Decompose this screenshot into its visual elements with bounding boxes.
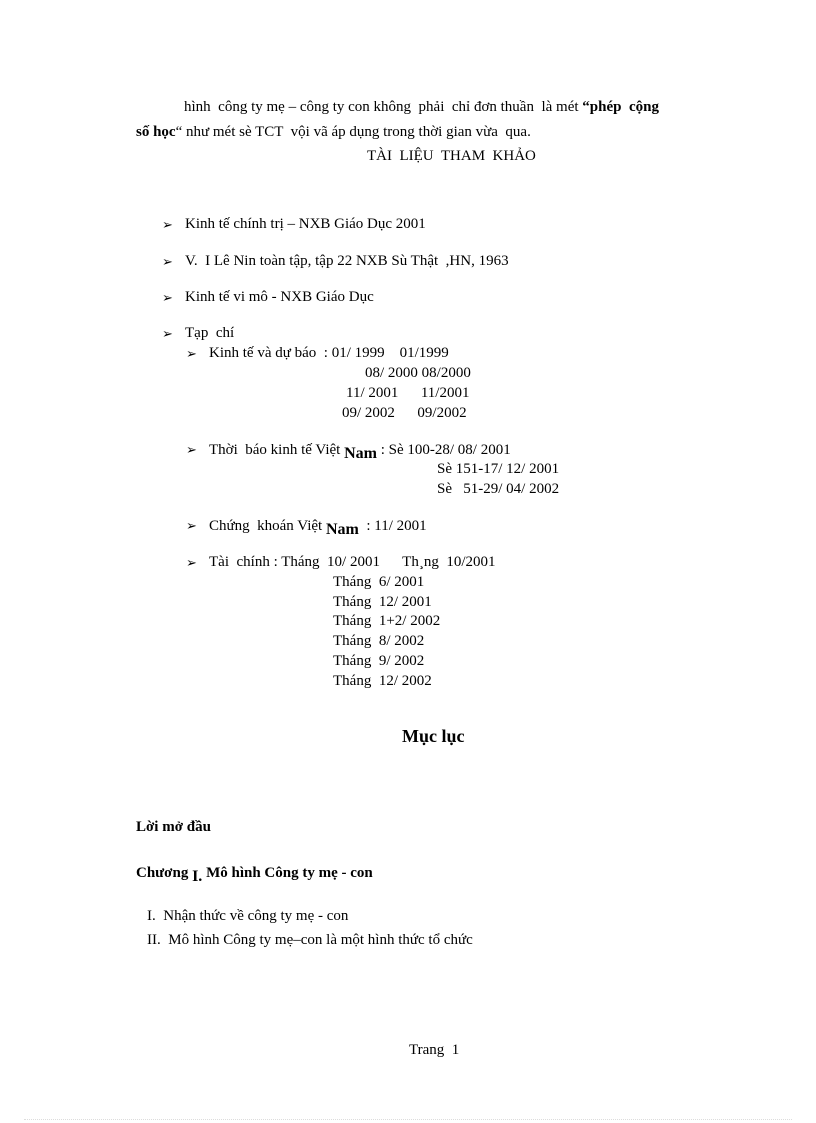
toc-heading: Mục lục	[402, 726, 465, 746]
journal-thoibao-pre: Thời báo kinh tế Việt	[209, 442, 345, 458]
toc-preface: Lời mở đầu	[136, 819, 211, 835]
toc-section: I. Nhận thức về công ty mẹ - con	[147, 908, 349, 924]
toc-chapter	[136, 863, 373, 883]
journal-taichinh-issue: Tháng 9/ 2002	[333, 653, 425, 669]
journal-taichinh-issue: Tháng 8/ 2002	[333, 633, 425, 649]
arrow-bullet-icon: ➢	[186, 442, 197, 457]
journal-thoibao-issue: Sè 51-29/ 04/ 2002	[437, 481, 560, 497]
intro-bold-2: số học	[136, 124, 176, 140]
arrow-bullet-icon: ➢	[186, 346, 197, 361]
journal-chungkhoan-post: : 11/ 2001	[358, 518, 427, 534]
journal-chungkhoan-big: Nam	[325, 521, 359, 538]
intro-text-2: “ như mét sè TCT vội vã áp dụng trong thời gian vừa qua.	[175, 124, 531, 140]
intro-line-2	[136, 123, 531, 142]
toc-chapter-title: Mô hình Công ty mẹ - con	[202, 865, 373, 881]
intro-text-1: hình công ty mẹ – công ty con không phải chỉ đơn thuần là mét	[184, 99, 583, 115]
journal-taichinh-label: Tài chính : Tháng 10/ 2001 Th¸ng 10/2001	[209, 554, 496, 570]
reference-item: V. I Lê Nin toàn tập, tập 22 NXB Sù Thật ,HN, 1963	[185, 253, 509, 269]
toc-section: II. Mô hình Công ty mẹ–con là một hình thức tổ chức	[147, 932, 473, 948]
arrow-bullet-icon: ➢	[186, 555, 197, 570]
journal-thoibao-issue: Sè 151-17/ 12/ 2001	[437, 461, 560, 477]
arrow-bullet-icon: ➢	[162, 217, 173, 232]
reference-item: Kinh tế vi mô - NXB Giáo Dục	[185, 289, 374, 305]
journal-thoibao-big: Nam	[344, 445, 377, 462]
journal-thoibao-label	[209, 440, 511, 460]
journal-taichinh-issue: Tháng 1+2/ 2002	[333, 613, 441, 629]
arrow-bullet-icon: ➢	[162, 254, 173, 269]
references-heading: TÀI LIỆU THAM KHẢO	[367, 148, 536, 164]
reference-item: Tạp chí	[185, 325, 235, 341]
arrow-bullet-icon: ➢	[162, 290, 173, 305]
journal-kinhte-label: Kinh tế và dự báo : 01/ 1999 01/1999	[209, 345, 449, 361]
arrow-bullet-icon: ➢	[162, 326, 173, 341]
journal-taichinh-issue: Tháng 12/ 2001	[333, 594, 432, 610]
journal-chungkhoan-label	[209, 516, 427, 536]
journal-taichinh-issue: Tháng 12/ 2002	[333, 673, 432, 689]
journal-chungkhoan-pre: Chứng khoán Việt	[209, 518, 326, 534]
intro-bold-1: “phép cộng	[582, 99, 659, 115]
page-number: Trang 1	[409, 1042, 460, 1058]
intro-line-1	[184, 98, 659, 117]
arrow-bullet-icon: ➢	[186, 518, 197, 533]
toc-chapter-pre: Chương	[136, 865, 193, 881]
journal-kinhte-issue: 11/ 2001 11/2001	[346, 385, 470, 401]
journal-kinhte-issue: 09/ 2002 09/2002	[342, 405, 467, 421]
toc-chapter-num: I.	[192, 868, 203, 885]
journal-thoibao-post: : Sè 100-28/ 08/ 2001	[376, 442, 511, 458]
journal-taichinh-issue: Tháng 6/ 2001	[333, 574, 425, 590]
reference-item: Kinh tế chính trị – NXB Giáo Dục 2001	[185, 216, 426, 232]
journal-kinhte-issue: 08/ 2000 08/2000	[365, 365, 471, 381]
page-bottom-divider	[24, 1119, 792, 1120]
